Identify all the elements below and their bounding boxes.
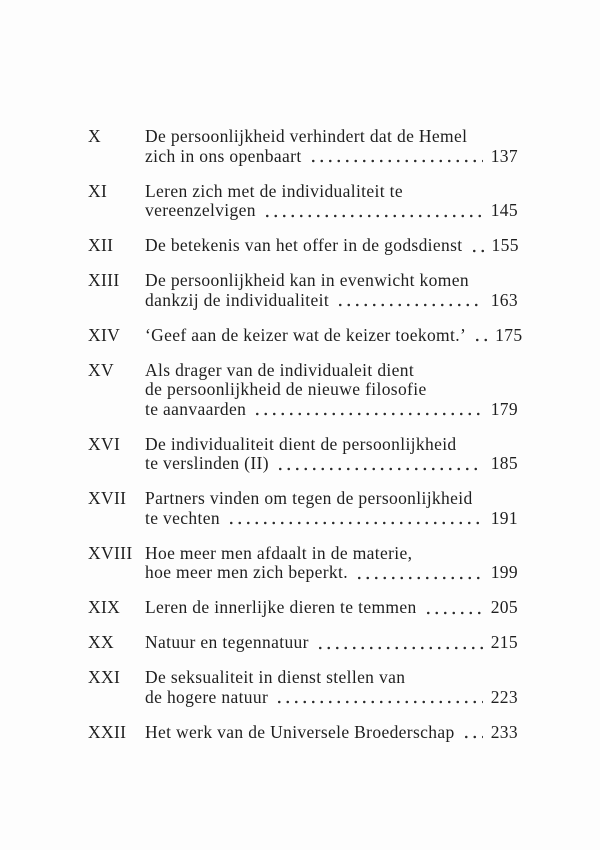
chapter-title-text: Het werk van de Universele Broederschap	[145, 721, 455, 742]
toc-entry	[88, 361, 518, 420]
toc-entry	[88, 435, 518, 474]
chapter-title-block	[145, 633, 518, 653]
chapter-title-line: de persoonlijkheid de nieuwe filosofie	[145, 379, 427, 399]
toc-entry	[88, 182, 518, 221]
chapter-page-number: 185	[490, 453, 518, 473]
dot-leader	[227, 509, 483, 529]
chapter-title-line	[145, 598, 518, 618]
chapter-title-block	[145, 271, 518, 310]
chapter-title-block	[145, 723, 518, 743]
toc-list	[88, 126, 523, 758]
chapter-page-number: 215	[490, 632, 518, 652]
chapter-numeral: XVII	[88, 488, 127, 508]
chapter-page-number: 163	[490, 289, 518, 310]
chapter-title-line: Als drager van de individualeit dient	[145, 359, 415, 380]
chapter-title-block	[145, 324, 523, 346]
dot-leader	[275, 688, 483, 708]
chapter-title-line: De persoonlijkheid kan in evenwicht komen	[145, 270, 469, 290]
chapter-title-line	[145, 563, 518, 583]
toc-entry	[88, 489, 518, 528]
chapter-title-text: dankzij de individualiteit	[145, 289, 330, 310]
toc-entry	[88, 271, 518, 310]
chapter-page-number: 137	[490, 145, 518, 166]
chapter-title-text: zich in ons openbaart	[145, 145, 302, 166]
chapter-title-text: Leren de innerlijke dieren te temmen	[145, 597, 417, 617]
dot-leader	[336, 291, 483, 311]
chapter-numeral: X	[88, 126, 101, 146]
chapter-title-text: De betekenis van het offer in de godsdienst	[145, 235, 463, 255]
chapter-page-number: 179	[490, 398, 518, 419]
chapter-page-number: 191	[490, 507, 518, 528]
chapter-title-block	[145, 127, 518, 166]
chapter-numeral: XIX	[88, 597, 121, 617]
chapter-numeral: XII	[88, 235, 114, 255]
chapter-title-text: de hogere natuur	[145, 686, 269, 707]
chapter-page-number: 155	[491, 235, 519, 255]
dot-leader	[253, 400, 482, 420]
chapter-numeral: XV	[88, 359, 114, 380]
chapter-numeral: XIII	[88, 270, 120, 290]
chapter-title-line: Leren zich met de individualiteit te	[145, 180, 403, 201]
dot-leader	[424, 598, 483, 618]
chapter-title-line: De seksualiteit in dienst stellen van	[145, 667, 406, 687]
toc-entry	[88, 723, 518, 743]
chapter-title-line	[145, 509, 518, 529]
chapter-page-number: 145	[490, 200, 518, 220]
chapter-title-line	[145, 236, 518, 256]
chapter-title-block	[145, 544, 518, 583]
dot-leader	[355, 563, 483, 583]
dot-leader	[276, 454, 483, 474]
toc-entry	[88, 668, 518, 707]
toc-entry	[88, 633, 518, 653]
dot-leader	[470, 236, 484, 256]
dot-leader	[263, 201, 483, 221]
chapter-title-line	[145, 723, 518, 743]
chapter-page-number: 233	[490, 721, 518, 742]
chapter-title-block	[145, 489, 518, 528]
chapter-numeral: XVIII	[88, 542, 133, 563]
dot-leader	[309, 147, 483, 167]
chapter-title-line	[145, 147, 518, 167]
chapter-title-line	[145, 633, 518, 653]
chapter-numeral: XXI	[88, 667, 121, 687]
chapter-title-line	[145, 400, 518, 420]
chapter-title-text: Natuur en tegennatuur	[145, 632, 309, 652]
chapter-title-text: te verslinden (II)	[145, 453, 269, 473]
chapter-numeral: XVI	[88, 433, 121, 454]
chapter-title-block	[145, 668, 518, 707]
chapter-title-line	[145, 688, 518, 708]
chapter-numeral: XI	[88, 180, 108, 201]
chapter-numeral: XXII	[88, 721, 127, 742]
dot-leader	[316, 633, 483, 653]
chapter-title-line: De persoonlijkheid verhindert dat de Hemel	[145, 126, 468, 146]
chapter-title-text: te aanvaarden	[145, 398, 247, 419]
chapter-page-number: 205	[490, 597, 518, 617]
chapter-numeral: XIV	[88, 324, 121, 345]
chapter-title-block	[145, 435, 518, 474]
chapter-title-line: De individualiteit dient de persoonlijkheid	[145, 433, 457, 454]
dot-leader	[473, 326, 487, 346]
toc-entry	[88, 127, 518, 166]
chapter-title-block	[145, 236, 518, 256]
chapter-title-block	[145, 361, 518, 420]
chapter-page-number: 199	[490, 562, 518, 582]
chapter-title-line: Hoe meer men afdaalt in de materie,	[145, 542, 413, 563]
chapter-page-number: 175	[495, 324, 523, 345]
toc-entry	[88, 236, 518, 256]
chapter-numeral: XX	[88, 632, 114, 652]
chapter-title-block	[145, 182, 518, 221]
chapter-title-block	[145, 598, 518, 618]
chapter-title-text: te vechten	[145, 507, 220, 528]
chapter-title-line	[145, 291, 518, 311]
chapter-title-line	[145, 454, 518, 474]
chapter-title-line: Partners vinden om tegen de persoonlijkheid	[145, 488, 473, 508]
dot-leader	[462, 723, 483, 743]
chapter-title-line	[145, 201, 518, 221]
toc-entry	[88, 544, 518, 583]
toc-entry	[88, 324, 523, 346]
chapter-title-text: vereenzelvigen	[145, 200, 256, 220]
chapter-title-text: ‘Geef aan de keizer wat de keizer toekomt.’	[145, 324, 467, 345]
chapter-page-number: 223	[490, 686, 518, 707]
toc-entry	[88, 598, 518, 618]
chapter-title-line	[145, 324, 523, 346]
chapter-title-text: hoe meer men zich beperkt.	[145, 562, 348, 582]
